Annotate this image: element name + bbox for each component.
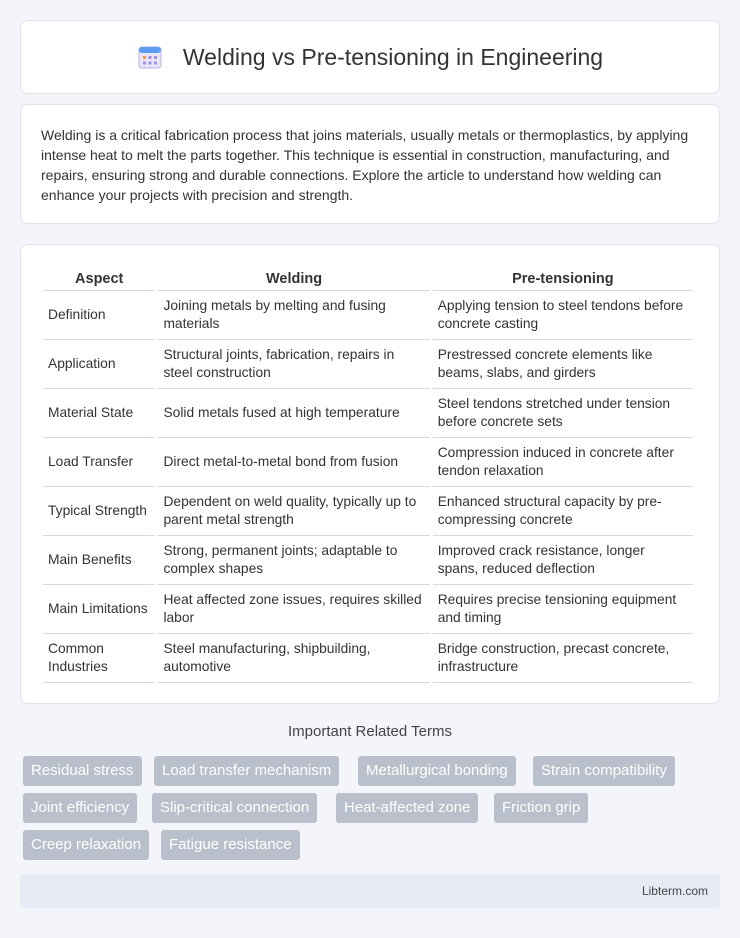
related-terms-title: Important Related Terms bbox=[288, 723, 452, 740]
comparison-card bbox=[20, 244, 720, 704]
table-row bbox=[43, 634, 693, 683]
table-cell: Structural joints, fabrication, repairs in steel construction bbox=[158, 340, 429, 389]
calendar-icon bbox=[137, 44, 163, 70]
footer bbox=[20, 874, 720, 908]
table-cell: Solid metals fused at high temperature bbox=[158, 389, 429, 438]
table-cell: Compression induced in concrete after tendon relaxation bbox=[433, 438, 693, 487]
table-cell: Dependent on weld quality, typically up to parent metal strength bbox=[158, 487, 429, 536]
table-cell: Application bbox=[43, 340, 155, 389]
table-row bbox=[43, 585, 693, 634]
related-term-tag[interactable]: Joint efficiency bbox=[23, 793, 137, 823]
column-header-welding: Welding bbox=[158, 265, 429, 291]
table-cell: Prestressed concrete elements like beams, slabs, and girders bbox=[433, 340, 693, 389]
related-term-tag[interactable]: Creep relaxation bbox=[23, 830, 149, 860]
table-cell: Improved crack resistance, longer spans, reduced deflection bbox=[433, 536, 693, 585]
table-cell: Bridge construction, precast concrete, infrastructure bbox=[433, 634, 693, 683]
table-cell: Material State bbox=[43, 389, 155, 438]
table-cell: Steel manufacturing, shipbuilding, automotive bbox=[158, 634, 429, 683]
related-term-tag[interactable]: Heat-affected zone bbox=[336, 793, 478, 823]
related-term-tag[interactable]: Load transfer mechanism bbox=[154, 756, 339, 786]
comparison-table bbox=[40, 265, 696, 683]
related-term-tag[interactable]: Metallurgical bonding bbox=[358, 756, 516, 786]
table-row bbox=[43, 536, 693, 585]
table-cell: Enhanced structural capacity by pre-compressing concrete bbox=[433, 487, 693, 536]
related-term-tag[interactable]: Slip-critical connection bbox=[152, 793, 317, 823]
table-cell: Definition bbox=[43, 291, 155, 340]
table-cell: Direct metal-to-metal bond from fusion bbox=[158, 438, 429, 487]
table-cell: Load Transfer bbox=[43, 438, 155, 487]
column-header-aspect: Aspect bbox=[43, 265, 155, 291]
header-card bbox=[20, 20, 720, 94]
table-row bbox=[43, 389, 693, 438]
table-cell: Common Industries bbox=[43, 634, 155, 683]
table-row bbox=[43, 291, 693, 340]
table-cell: Strong, permanent joints; adaptable to complex shapes bbox=[158, 536, 429, 585]
related-term-tag[interactable]: Strain compatibility bbox=[533, 756, 675, 786]
table-row bbox=[43, 340, 693, 389]
related-term-tag[interactable]: Friction grip bbox=[494, 793, 588, 823]
table-cell: Steel tendons stretched under tension before concrete sets bbox=[433, 389, 693, 438]
table-cell: Heat affected zone issues, requires skilled labor bbox=[158, 585, 429, 634]
column-header-pretensioning: Pre-tensioning bbox=[433, 265, 693, 291]
table-row bbox=[43, 438, 693, 487]
table-cell: Main Limitations bbox=[43, 585, 155, 634]
table-cell: Typical Strength bbox=[43, 487, 155, 536]
table-row bbox=[43, 487, 693, 536]
table-cell: Joining metals by melting and fusing materials bbox=[158, 291, 429, 340]
intro-text: Welding is a critical fabrication process that joins materials, usually metals or thermoplastics, by applying intense heat to melt the parts together. This technique is essential in construction, manufacturing, and repairs, ensuring strong and durable connections. Explore the article to understand how welding can enhance your projects with precision and strength. bbox=[41, 127, 689, 203]
intro-card bbox=[20, 104, 720, 224]
footer-brand[interactable]: Libterm.com bbox=[641, 884, 708, 898]
table-header-row bbox=[43, 265, 693, 291]
table-cell: Requires precise tensioning equipment and timing bbox=[433, 585, 693, 634]
table-cell: Applying tension to steel tendons before concrete casting bbox=[433, 291, 693, 340]
related-term-tag[interactable]: Residual stress bbox=[23, 756, 142, 786]
related-term-tag[interactable]: Fatigue resistance bbox=[161, 830, 300, 860]
page-title: Welding vs Pre-tensioning in Engineering bbox=[182, 43, 604, 70]
table-cell: Main Benefits bbox=[43, 536, 155, 585]
